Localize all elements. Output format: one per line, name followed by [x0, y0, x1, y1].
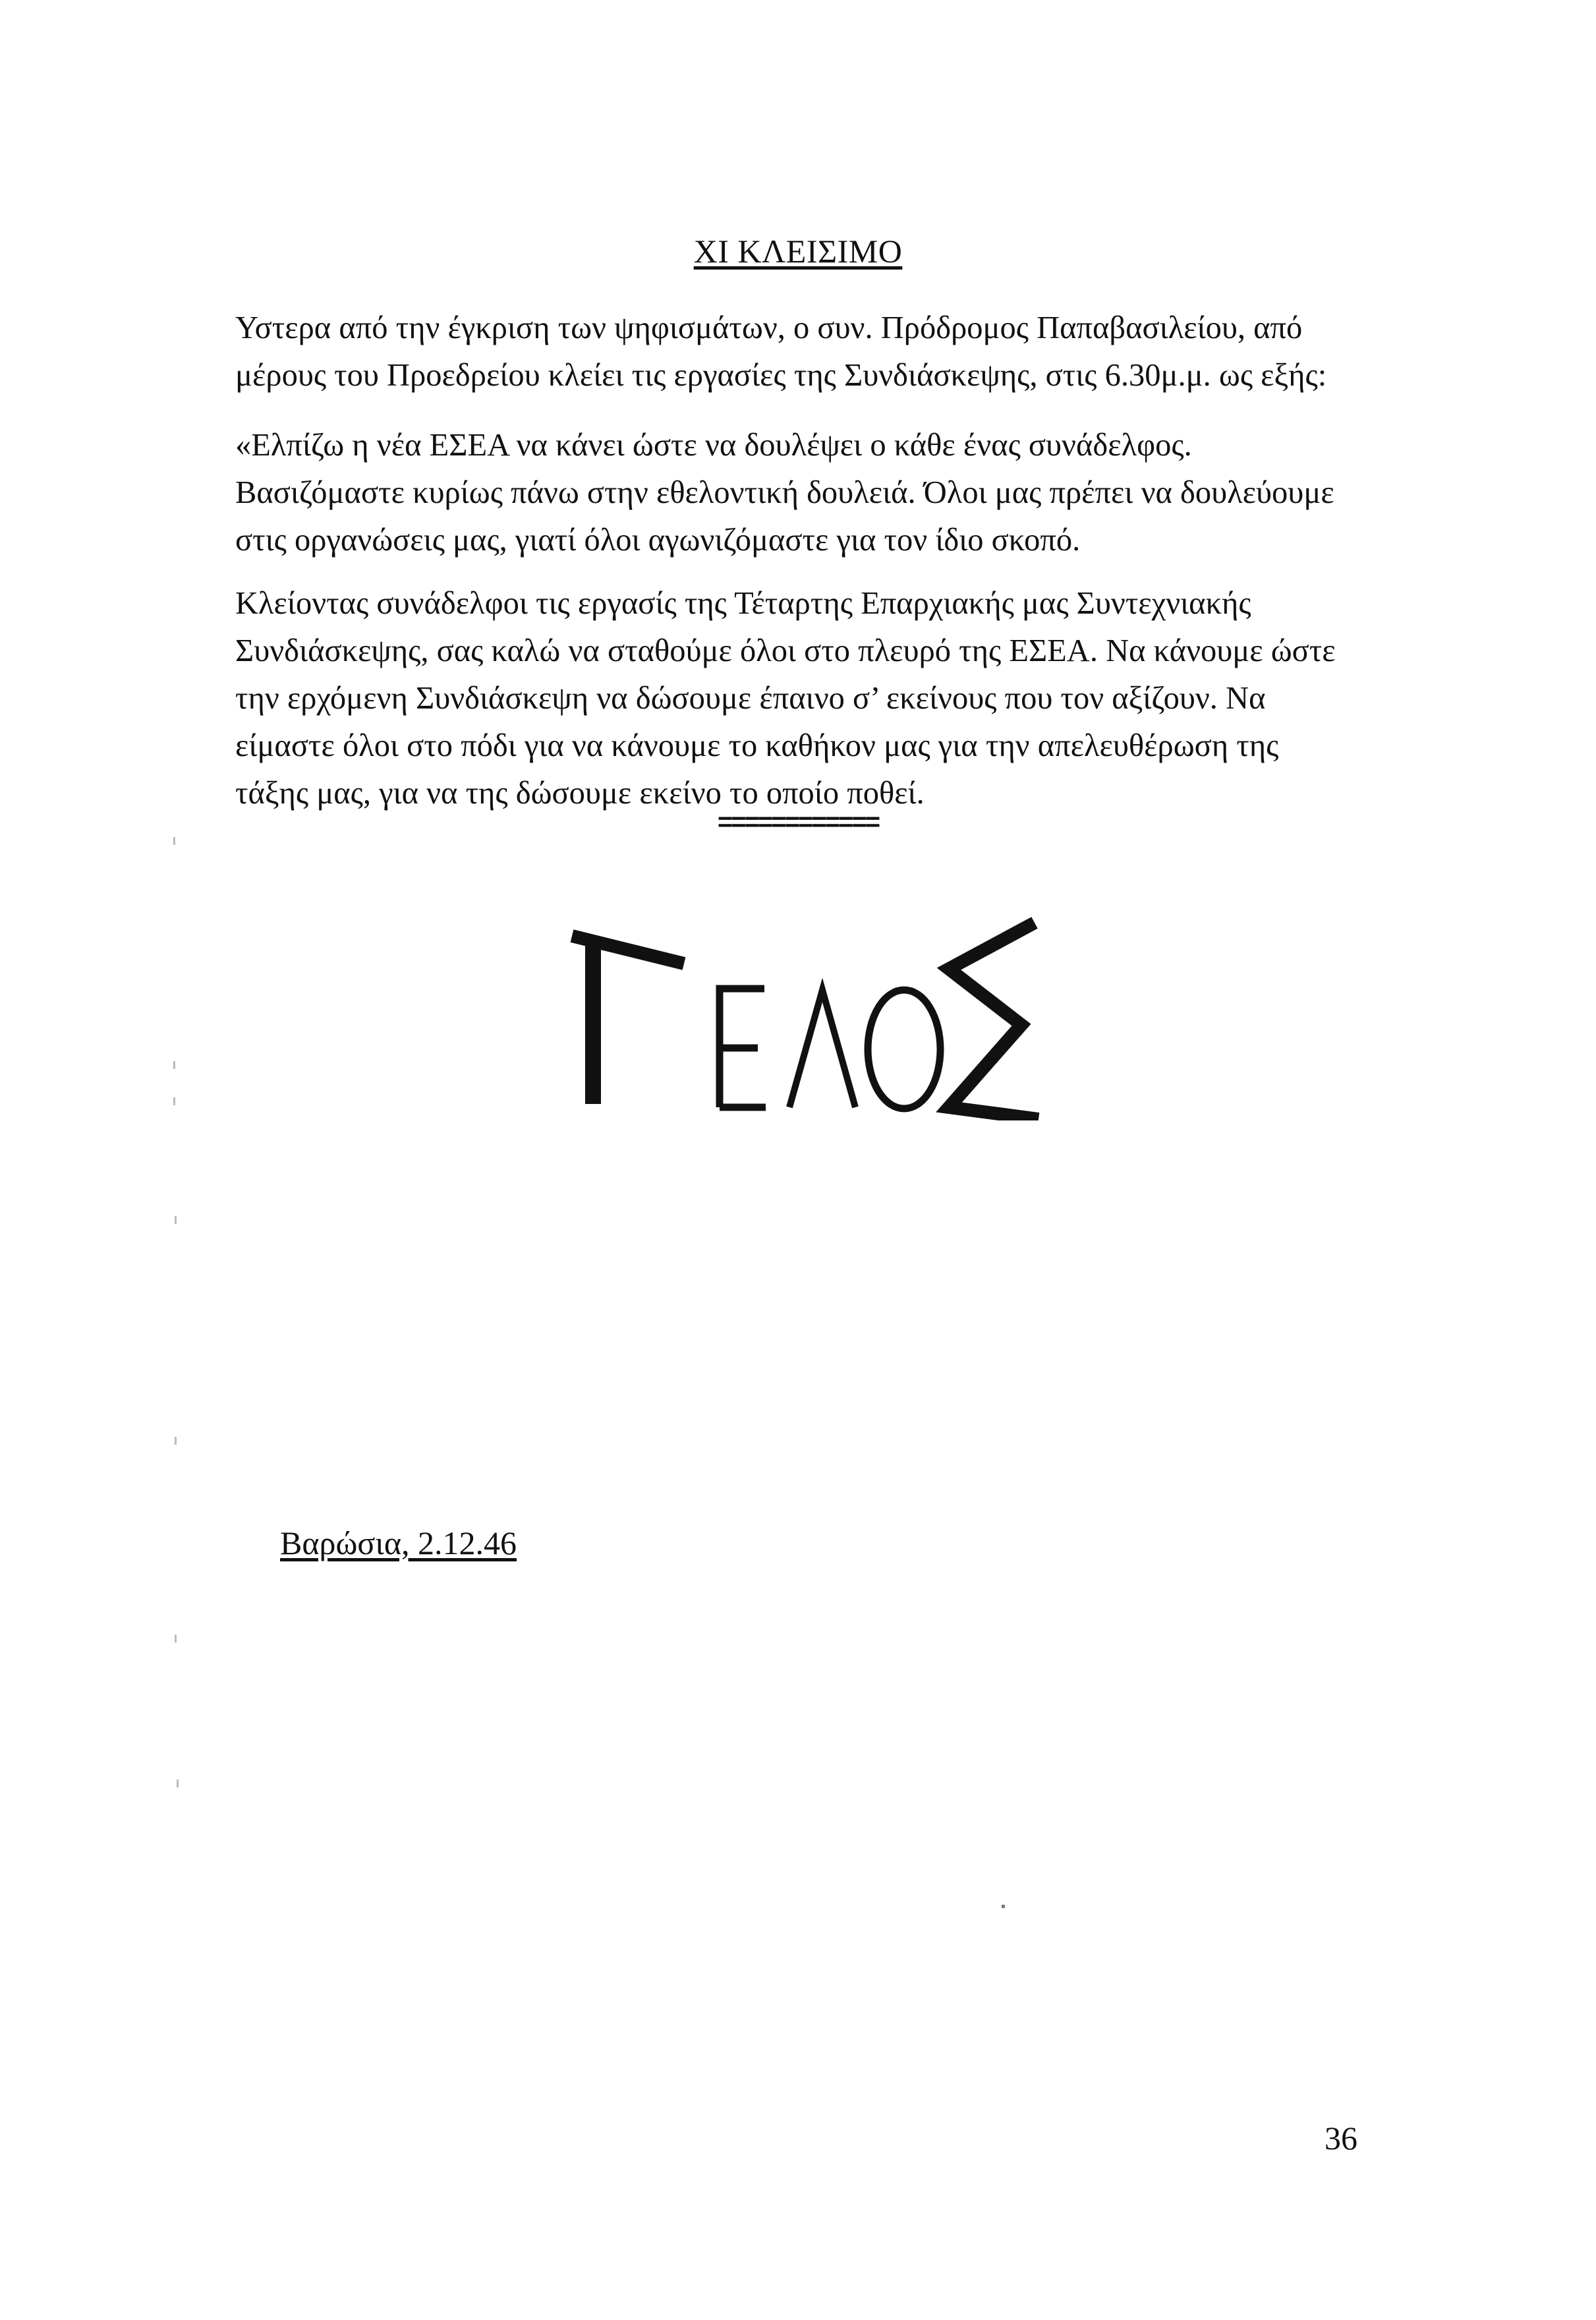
scan-speck — [177, 1780, 179, 1787]
paragraph-line: είμαστε όλοι στο πόδι για να κάνουμε το καθήκον μας για την απελευθέρωση της — [235, 728, 1279, 763]
letter-omicron — [868, 990, 940, 1109]
paragraph-intro — [235, 304, 1461, 399]
paragraph-line: στις οργανώσεις μας, γιατί όλοι αγωνιζόμαστε για τον ίδιο σκοπό. — [235, 523, 1081, 558]
paragraph-line: Κλείοντας συνάδελφοι τις εργασίς της Τέταρτης Επαρχιακής μας Συντεχνιακής — [235, 586, 1251, 621]
paragraph-line: Υστερα από την έγκριση των ψηφισμάτων, ο συν. Πρόδρομος Παπαβασιλείου, από — [235, 310, 1303, 345]
paragraph-line: την ερχόμενη Συνδιάσκεψη να δώσουμε έπαινο σ’ εκείνους που τον αξίζουν. Να — [235, 681, 1266, 716]
scan-speck — [173, 1061, 175, 1069]
letter-sigma — [949, 923, 1039, 1119]
section-heading: XI ΚΛΕΙΣΙΜΟ — [693, 233, 903, 270]
scan-speck — [175, 1437, 177, 1445]
paragraph-quote — [235, 422, 1461, 564]
scan-speck — [1002, 1905, 1005, 1908]
place-date: Βαρώσια, 2.12.46 — [280, 1524, 517, 1561]
paragraph-closing — [235, 580, 1461, 817]
letter-lambda — [789, 990, 855, 1107]
page-number: 36 — [1325, 2120, 1357, 2157]
paragraph-line: Συνδιάσκεψης, σας καλώ να σταθούμε όλοι στο πλευρό της ΕΣΕΑ. Να κάνουμε ώστε — [235, 633, 1336, 668]
separator-line: ============ — [717, 807, 879, 836]
paragraph-line: μέρους του Προεδρείου κλείει τις εργασίες της Συνδιάσκεψης, στις 6.30μ.μ. ως εξής: — [235, 358, 1327, 393]
scan-speck — [175, 1216, 177, 1224]
paragraph-line: τάξης μας, για να της δώσουμε εκείνο το οποίο ποθεί. — [235, 776, 925, 811]
paragraph-line: Βασιζόμαστε κυρίως πάνω στην εθελοντική δουλειά. Όλοι μας πρέπει να δουλεύουμε — [235, 475, 1334, 510]
paragraph-line: «Ελπίζω η νέα ΕΣΕΑ να κάνει ώστε να δουλέψει ο κάθε ένας συνάδελφος. — [235, 428, 1192, 463]
closing-word-graphic — [567, 910, 1054, 1120]
scan-speck — [175, 1635, 177, 1642]
scan-speck — [173, 837, 175, 845]
letter-epsilon — [720, 989, 766, 1107]
scan-speck — [173, 1097, 175, 1105]
